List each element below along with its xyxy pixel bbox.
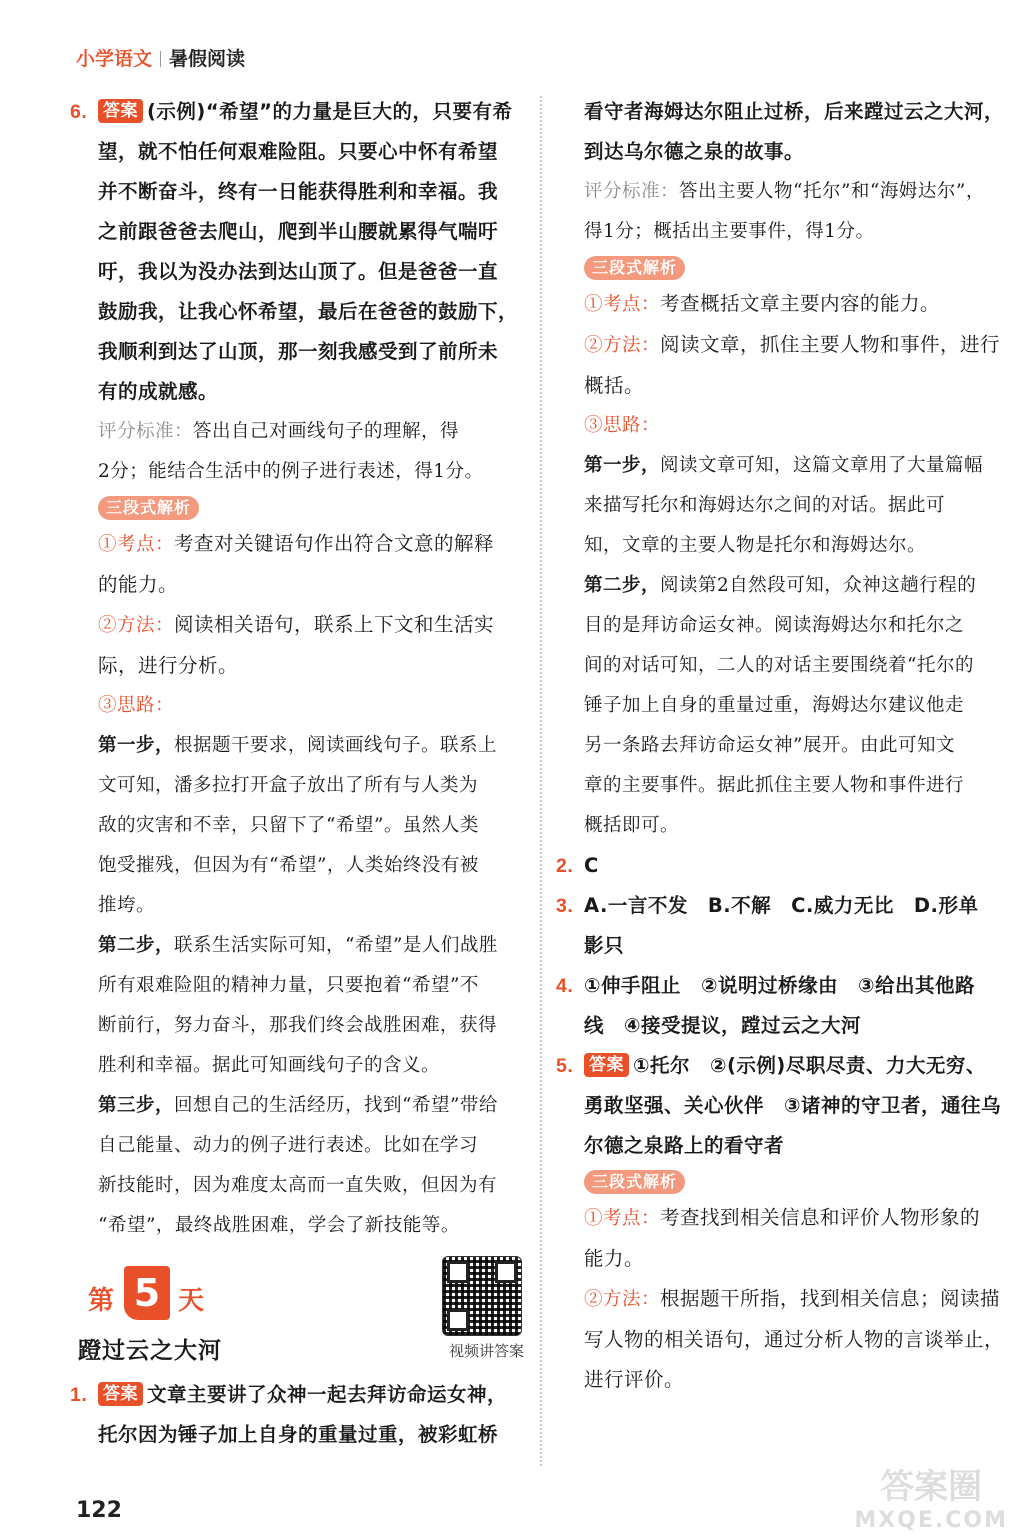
q2-number: 2. — [556, 855, 574, 877]
step-label: 第二步， — [584, 575, 661, 596]
q6-number: 6. — [70, 101, 88, 123]
grading-text: 答出自己对画线句子的理解，得 — [193, 421, 460, 442]
method-label: ②方法： — [584, 335, 661, 356]
answer-line: 望，就不怕任何艰难险阻。只要心中怀有希望 — [98, 140, 499, 163]
idea-label: ③思路： — [98, 695, 175, 716]
step-text: 锤子加上自身的重量过重，海姆达尔建议他走 — [584, 695, 965, 716]
grading-text: 答出主要人物“托尔”和“海姆达尔”， — [679, 181, 985, 202]
qr-label: 视频讲答案 — [448, 1342, 524, 1360]
q6-analysis — [70, 524, 528, 1246]
answer-line: 鼓励我，让我心怀希望，最后在爸爸的鼓励下， — [98, 300, 519, 323]
q1-analysis — [556, 284, 1008, 1166]
day-prefix: 第 — [88, 1286, 115, 1316]
grading-label: 评分标准： — [584, 181, 680, 202]
day-suffix: 天 — [178, 1286, 205, 1316]
step-text: 文可知，潘多拉打开盒子放出了所有与人类为 — [98, 775, 479, 796]
point-label: ①考点： — [584, 1208, 661, 1229]
method-text: 概括。 — [584, 374, 645, 397]
idea-label: ③思路： — [584, 415, 661, 436]
answer-tag: 答案 — [98, 1382, 143, 1406]
q6-answer — [70, 92, 528, 492]
point-text: 考查找到相关信息和评价人物形象的 — [660, 1206, 981, 1229]
answer-line: 文章主要讲了众神一起去拜访命运女神， — [147, 1383, 508, 1406]
point-text: 能力。 — [584, 1247, 645, 1270]
q5-number: 5. — [556, 1055, 574, 1077]
step-text: 所有艰难险阻的精神力量，只要抱着“希望”不 — [98, 975, 479, 996]
answer-line: 我顺利到达了山顶，那一刻我感受到了前所未 — [98, 340, 499, 363]
method-text: 写人物的相关语句，通过分析人物的言谈举止， — [584, 1328, 1005, 1351]
page-number: 122 — [76, 1498, 122, 1523]
grading-text: 2分；能结合生活中的例子进行表述，得1分。 — [98, 461, 484, 482]
step-label: 第二步， — [98, 935, 175, 956]
qr-finder — [495, 1261, 517, 1283]
step-text: 章的主要事件。据此抓住主要人物和事件进行 — [584, 775, 965, 796]
analysis-tag: 三段式解析 — [584, 1170, 685, 1194]
q4-number: 4. — [556, 975, 574, 997]
answer-line: 有的成就感。 — [98, 380, 219, 403]
point-text: 的能力。 — [98, 573, 179, 596]
method-text: 际，进行分析。 — [98, 654, 239, 677]
method-text: 阅读文章，抓住主要人物和事件，进行 — [660, 333, 1001, 356]
right-column — [556, 92, 1008, 1400]
q4-answer: ①伸手阻止 ②说明过桥缘由 ③给出其他路 — [584, 974, 976, 997]
analysis-tag: 三段式解析 — [584, 256, 685, 280]
q1-answer — [70, 1375, 528, 1455]
method-text: 阅读相关语句，联系上下文和生活实 — [174, 613, 495, 636]
step-text: 阅读文章可知，这篇文章用了大量篇幅 — [660, 455, 984, 476]
q1-number: 1. — [70, 1384, 88, 1406]
left-column — [70, 92, 528, 1455]
step-text: 来描写托尔和海姆达尔之间的对话。据此可 — [584, 495, 946, 516]
point-text: 考查对关键语句作出符合文意的解释 — [174, 532, 495, 555]
watermark-url: MXQE.COM — [854, 1508, 1008, 1533]
q5-analysis — [556, 1198, 1008, 1400]
step-text: 断前行，努力奋斗，那我们终会战胜困难，获得 — [98, 1015, 498, 1036]
step-text: 目的是拜访命运女神。阅读海姆达尔和托尔之 — [584, 615, 965, 636]
step-label: 第一步， — [584, 455, 661, 476]
step-text: 联系生活实际可知，“希望”是人们战胜 — [174, 935, 498, 956]
q5-answer: 尔德之泉路上的看守者 — [584, 1134, 785, 1157]
answer-line: 托尔因为锤子加上自身的重量过重，被彩虹桥 — [98, 1423, 499, 1446]
q4-answer: 线 ④接受提议，蹚过云之大河 — [584, 1014, 862, 1037]
answer-line: 之前跟爸爸去爬山，爬到半山腰就累得气喘吁 — [98, 220, 499, 243]
q2-answer: C — [584, 854, 599, 877]
step-text: 推垮。 — [98, 895, 156, 916]
answer-line: 并不断奋斗，终有一日能获得胜利和幸福。我 — [98, 180, 499, 203]
answer-line: 看守者海姆达尔阻止过桥，后来蹚过云之大河， — [584, 100, 1005, 123]
qr-finder — [447, 1261, 469, 1283]
step-text: 概括即可。 — [584, 815, 680, 836]
method-label: ②方法： — [98, 615, 175, 636]
step-text: 饱受摧残，但因为有“希望”，人类始终没有被 — [98, 855, 479, 876]
step-label: 第一步， — [98, 735, 175, 756]
step-text: 新技能时，因为难度太高而一直失败，但因为有 — [98, 1175, 498, 1196]
step-text: 自己能量、动力的例子进行表述。比如在学习 — [98, 1135, 479, 1156]
step-text: 胜利和幸福。据此可知画线句子的含义。 — [98, 1055, 441, 1076]
q5-answer: 勇敢坚强、关心伙伴 ③诸神的守卫者，通往乌 — [584, 1094, 1002, 1117]
q3-answer: A.一言不发 B.不解 C.威力无比 D.形单 — [584, 894, 979, 917]
grading-label: 评分标准： — [98, 421, 194, 442]
answer-line: (示例)“希望”的力量是巨大的，只要有希 — [147, 100, 513, 123]
day-number: 5 — [124, 1266, 170, 1320]
step-label: 第三步， — [98, 1095, 175, 1116]
step-text: 回想自己的生活经历，找到“希望”带给 — [174, 1095, 498, 1116]
page-header — [76, 44, 245, 71]
step-text: 阅读第2自然段可知，众神这趟行程的 — [660, 575, 977, 596]
answer-tag: 答案 — [584, 1053, 629, 1077]
watermark-logo — [854, 1467, 1008, 1538]
method-text: 进行评价。 — [584, 1368, 685, 1391]
answer-line: 到达乌尔德之泉的故事。 — [584, 140, 805, 163]
step-text: “希望”，最终战胜困难，学会了新技能等。 — [98, 1215, 460, 1236]
q3-answer: 影只 — [584, 934, 625, 957]
method-label: ②方法： — [584, 1289, 661, 1310]
point-label: ①考点： — [584, 294, 661, 315]
step-text: 敌的灾害和不幸，只留下了“希望”。虽然人类 — [98, 815, 479, 836]
analysis-tag: 三段式解析 — [98, 496, 199, 520]
answer-tag: 答案 — [98, 99, 143, 123]
watermark-text: 答案圈 — [880, 1467, 983, 1507]
q5-answer: ①托尔 ②(示例)尽职尽责、力大无穷、 — [633, 1054, 986, 1077]
method-text: 根据题干所指，找到相关信息；阅读描 — [660, 1287, 1001, 1310]
header-separator — [160, 51, 161, 67]
grading-text: 得1分；概括出主要事件，得1分。 — [584, 221, 875, 242]
q1-answer-continued — [556, 92, 1008, 252]
qr-code-icon[interactable] — [442, 1256, 522, 1336]
step-text: 间的对话可知，二人的对话主要围绕着“托尔的 — [584, 655, 974, 676]
step-text: 另一条路去拜访命运女神”展开。由此可知文 — [584, 735, 955, 756]
point-text: 考查概括文章主要内容的能力。 — [660, 292, 941, 315]
lesson-title: 蹬过云之大河 — [78, 1338, 222, 1364]
step-text: 知，文章的主要人物是托尔和海姆达尔。 — [584, 535, 927, 556]
point-label: ①考点： — [98, 534, 175, 555]
step-text: 根据题干要求，阅读画线句子。联系上 — [174, 735, 498, 756]
column-divider — [540, 96, 542, 1466]
subject-label: 小学语文 — [76, 48, 153, 70]
answer-line: 吁，我以为没办法到达山顶了。但是爸爸一直 — [98, 260, 499, 283]
q3-number: 3. — [556, 895, 574, 917]
qr-finder — [447, 1309, 469, 1331]
book-label: 暑假阅读 — [169, 48, 246, 70]
